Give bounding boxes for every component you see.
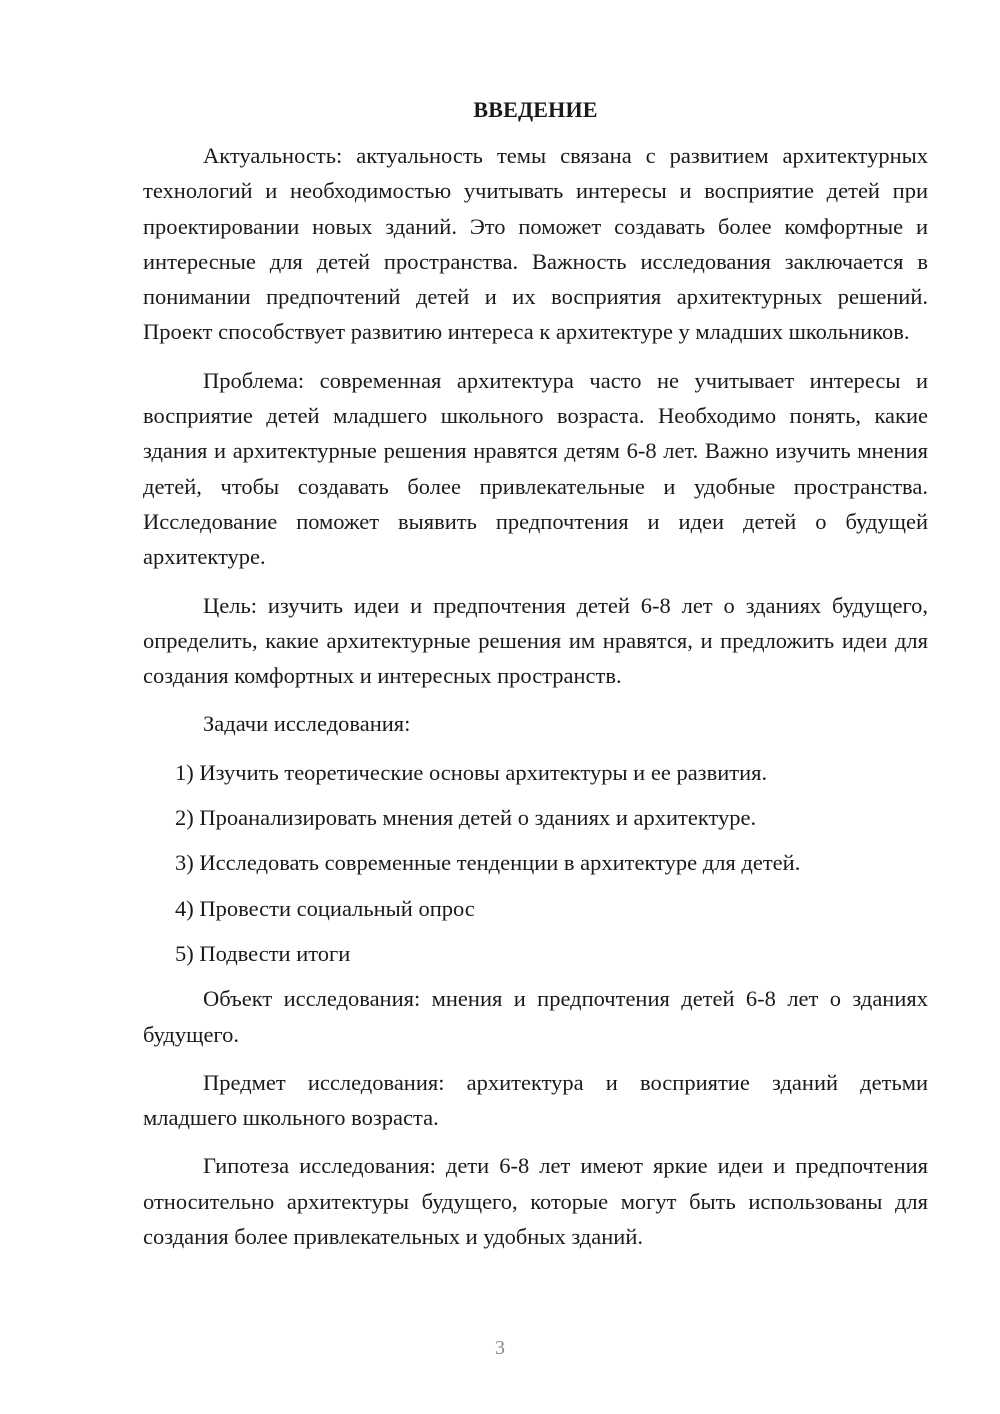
section-heading: ВВЕДЕНИЕ xyxy=(473,97,598,122)
relevance-paragraph: Актуальность: актуальность темы связана с развитием архитектурных технологий и необходимостью учитывать интересы и восприятие детей при проектировании новых зданий. Это поможет создавать более комфортные и интересные для детей пространства. Важность исследования заключается в понимании предпочтений детей и их восприятия архитектурных решений. Проект способствует развитию интереса к архитектуре у младших школьников. xyxy=(143,143,928,345)
task-item: 3) Исследовать современные тенденции в архитектуре для детей. xyxy=(175,850,801,876)
subject-paragraph: Предмет исследования: архитектура и восприятие зданий детьми младшего школьного возраста. xyxy=(143,1069,928,1131)
page-number: 3 xyxy=(495,1337,505,1359)
problem-paragraph: Проблема: современная архитектура часто не учитывает интересы и восприятие детей младшего школьного возраста. Необходимо понять, какие здания и архитектурные решения нравятся детям 6-8 лет. Важно изучить мнения детей, чтобы создавать более привлекательные и удобные пространства. Исследование поможет выявить предпочтения и идеи детей о будущей архитектуре. xyxy=(143,367,928,570)
task-item: 4) Провести социальный опрос xyxy=(175,895,475,921)
hypothesis-paragraph: Гипотеза исследования: дети 6-8 лет имеют яркие идеи и предпочтения относительно архитектуры будущего, которые могут быть использованы для создания более привлекательных и удобных зданий. xyxy=(143,1153,928,1250)
task-item: 5) Подвести итоги xyxy=(175,940,351,966)
tasks-list xyxy=(143,755,928,971)
object-paragraph: Объект исследования: мнения и предпочтения детей 6-8 лет о зданиях будущего. xyxy=(143,986,928,1047)
task-item: 2) Проанализировать мнения детей о зданиях и архитектуре. xyxy=(175,805,757,831)
task-item: 1) Изучить теоретические основы архитектуры и ее развития. xyxy=(175,759,768,785)
document-body xyxy=(143,92,928,1267)
tasks-heading: Задачи исследования: xyxy=(203,711,411,737)
goal-paragraph: Цель: изучить идеи и предпочтения детей 6-8 лет о зданиях будущего, определить, какие архитектурные решения им нравятся, и предложить идеи для создания комфортных и интересных пространств. xyxy=(143,592,928,689)
